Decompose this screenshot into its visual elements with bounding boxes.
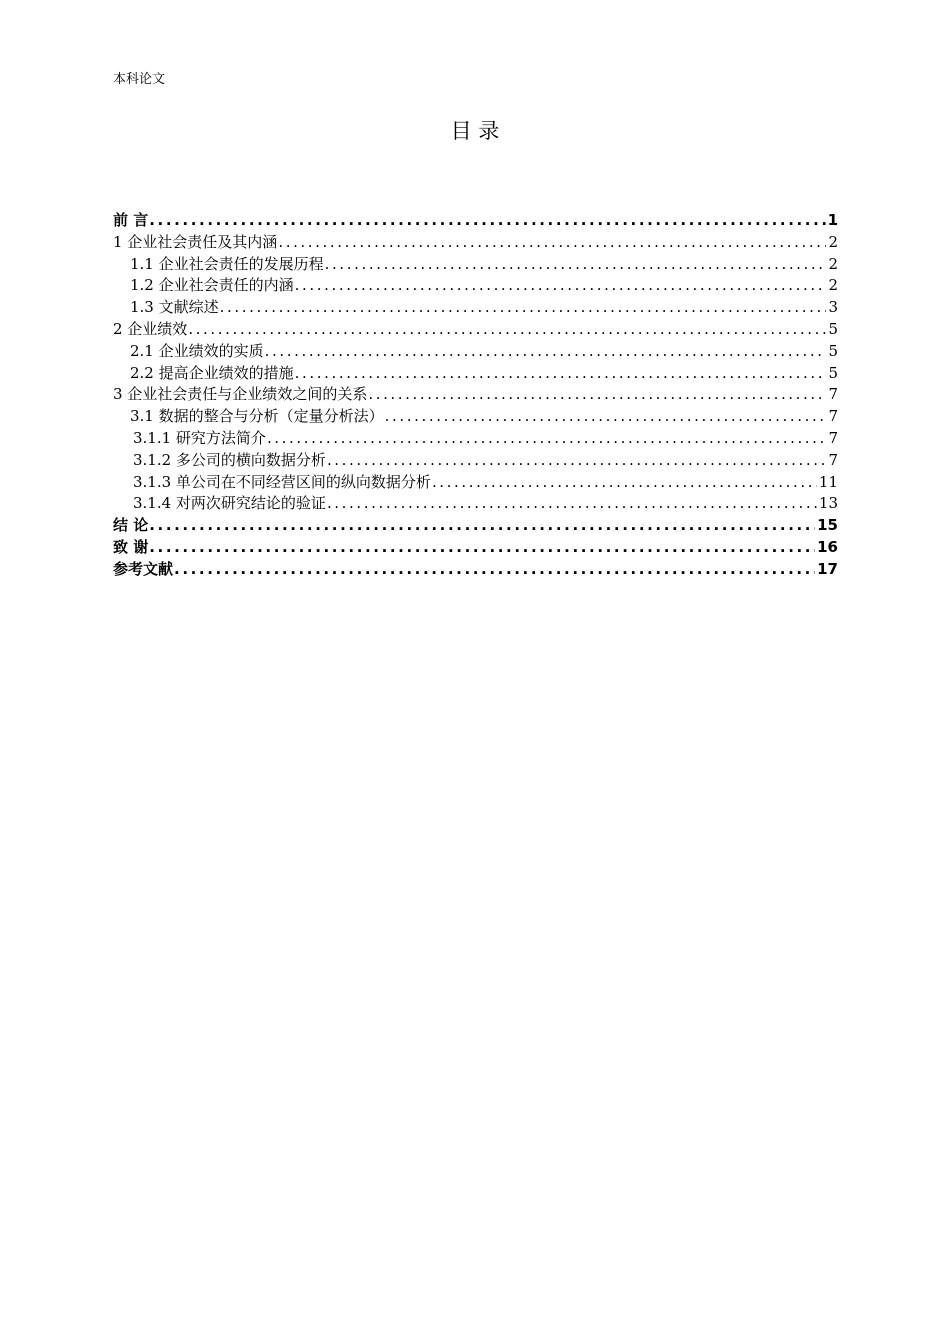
toc-entry-title: 3.1.3 单公司在不同经营区间的纵向数据分析: [133, 472, 431, 491]
toc-entry[interactable]: [113, 493, 838, 515]
toc-dot-leader: [295, 275, 827, 297]
toc-entry[interactable]: [113, 232, 838, 254]
toc-entry-title: 结 论: [113, 516, 149, 535]
toc-entry[interactable]: [113, 341, 838, 363]
toc-entry-title: 1 企业社会责任及其内涵: [113, 232, 278, 251]
toc-dot-leader: [278, 232, 826, 254]
toc-entry[interactable]: [113, 537, 838, 559]
toc-entry[interactable]: [113, 363, 838, 385]
toc-entry-title: 3.1.1 研究方法简介: [133, 428, 266, 447]
toc-dot-leader: [267, 428, 827, 450]
toc-dot-leader: [220, 297, 827, 319]
toc-dot-leader: [325, 254, 827, 276]
toc-entry-title: 2.1 企业绩效的实质: [130, 341, 264, 360]
toc-dot-leader: [188, 319, 826, 341]
toc-entry-title: 3.1 数据的整合与分析（定量分析法）: [130, 407, 384, 426]
toc-dot-leader: [149, 537, 815, 559]
toc-entry-page-number: 15: [817, 516, 838, 535]
toc-entry-title: 1.1 企业社会责任的发展历程: [130, 254, 324, 273]
toc-entry-title: 2 企业绩效: [113, 319, 188, 338]
page-header-label: 本科论文: [113, 72, 166, 87]
toc-dot-leader: [295, 363, 827, 385]
toc-dot-leader: [149, 515, 815, 537]
toc-entry[interactable]: [113, 559, 838, 581]
toc-entry-page-number: 7: [828, 385, 838, 404]
toc-dot-leader: [265, 341, 827, 363]
toc-entry-page-number: 5: [828, 319, 838, 338]
toc-entry-title: 1.3 文献综述: [130, 298, 219, 317]
toc-entry[interactable]: [113, 472, 838, 494]
toc-dot-leader: [385, 406, 827, 428]
toc-entry[interactable]: [113, 428, 838, 450]
toc-entry-title: 2.2 提高企业绩效的措施: [130, 363, 294, 382]
toc-dot-leader: [149, 210, 825, 232]
toc-dot-leader: [174, 559, 815, 581]
toc-entry-page-number: 2: [828, 276, 838, 295]
toc-entry-page-number: 7: [828, 428, 838, 447]
toc-entry[interactable]: [113, 384, 838, 406]
toc-entry[interactable]: [113, 254, 838, 276]
toc-entry-title: 3.1.4 对两次研究结论的验证: [133, 494, 326, 513]
toc-entry[interactable]: [113, 515, 838, 537]
toc-entry-page-number: 11: [818, 472, 838, 491]
toc-entry[interactable]: [113, 319, 838, 341]
toc-entry-page-number: 16: [817, 537, 838, 556]
toc-entry-page-number: 7: [828, 450, 838, 469]
toc-entry-title: 参考文献: [113, 559, 174, 578]
toc-entry-page-number: 1: [827, 211, 838, 229]
toc-entry[interactable]: [113, 406, 838, 428]
toc-entry-page-number: 2: [828, 254, 838, 273]
toc-entry-page-number: 7: [828, 407, 838, 426]
toc-entry-page-number: 17: [817, 559, 838, 578]
toc-entry[interactable]: [113, 297, 838, 319]
toc-entry[interactable]: [113, 210, 838, 232]
toc-entry-page-number: 13: [818, 494, 838, 513]
toc-entry-page-number: 5: [828, 341, 838, 360]
toc-entry[interactable]: [113, 450, 838, 472]
toc-dot-leader: [327, 493, 817, 515]
toc-entry-page-number: 5: [828, 363, 838, 382]
toc-dot-leader: [327, 450, 827, 472]
toc-entry-title: 致 谢: [113, 537, 149, 556]
table-of-contents: [113, 210, 838, 581]
toc-entry[interactable]: [113, 275, 838, 297]
page-title: 目 录: [450, 119, 500, 143]
toc-dot-leader: [432, 472, 817, 494]
toc-dot-leader: [368, 384, 826, 406]
toc-entry-page-number: 2: [828, 232, 838, 251]
toc-entry-title: 3.1.2 多公司的横向数据分析: [133, 450, 326, 469]
toc-entry-title: 3 企业社会责任与企业绩效之间的关系: [113, 385, 368, 404]
toc-entry-title: 前 言: [113, 211, 149, 229]
toc-entry-title: 1.2 企业社会责任的内涵: [130, 276, 294, 295]
toc-entry-page-number: 3: [828, 298, 838, 317]
